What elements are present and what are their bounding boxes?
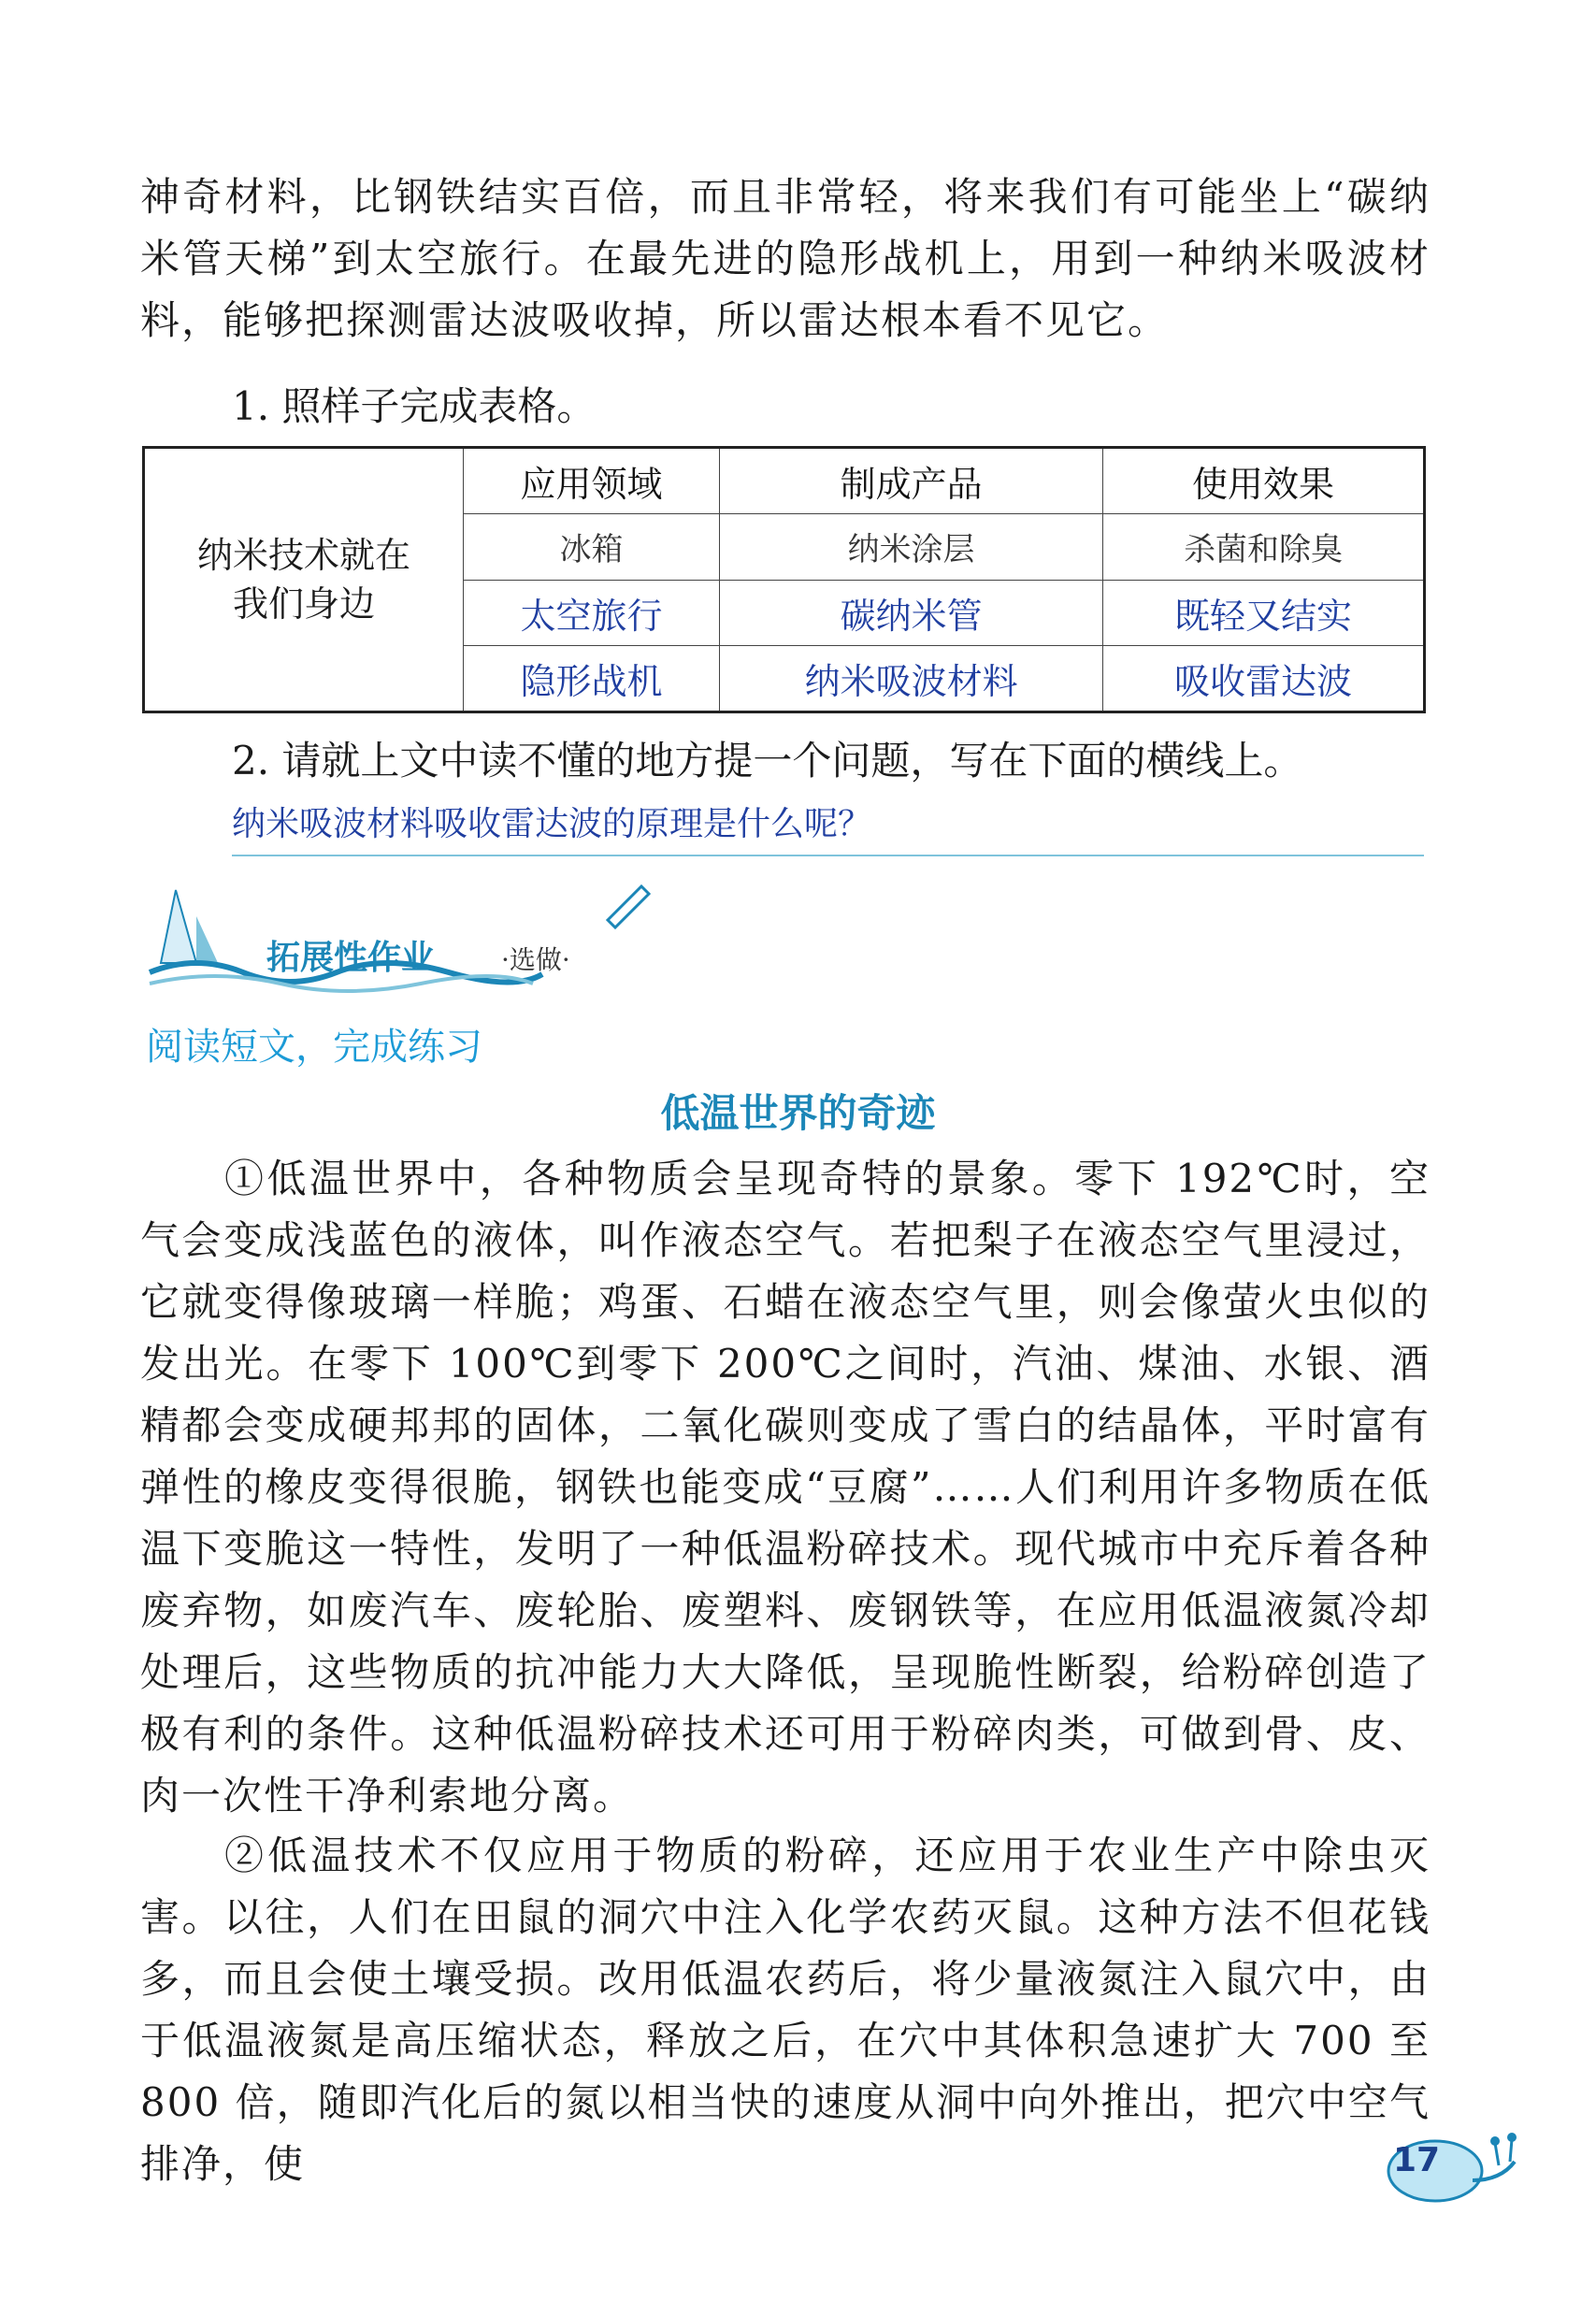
intro-paragraph: 神奇材料，比钢铁结实百倍，而且非常轻，将来我们有可能坐上“碳纳米管天梯”到太空旅行。在最先进的隐形战机上，用到一种纳米吸波材料，能够把探测雷达波吸收掉，所以雷达根本看不见它。 <box>140 174 1431 343</box>
example-effect: 杀菌和除臭 <box>1103 513 1425 580</box>
banner-title: 拓展性作业 <box>266 939 436 977</box>
answer-product-2: 纳米吸波材料 <box>720 646 1103 712</box>
answer-field-2: 隐形战机 <box>464 646 720 712</box>
question-1: 1. 照样子完成表格。 <box>232 383 597 429</box>
header-field: 应用领域 <box>464 448 720 514</box>
example-product: 纳米涂层 <box>720 513 1103 580</box>
header-effect: 使用效果 <box>1103 448 1425 514</box>
table-row-header <box>144 448 464 712</box>
answer-product-1: 碳纳米管 <box>720 580 1103 646</box>
row-header-line-2: 我们身边 <box>232 583 375 625</box>
header-product: 制成产品 <box>720 448 1103 514</box>
section-heading: 阅读短文，完成练习 <box>146 1026 482 1069</box>
article-paragraph-1: ①低温世界中，各种物质会呈现奇特的景象。零下 192℃时，空气会变成浅蓝色的液体，叫作液态空气。若把梨子在液态空气里浸过，它就变得像玻璃一样脆；鸡蛋、石蜡在液态空气里，则会像萤火虫似的发出光。在零下 100℃到零下 200℃之间时，汽油、煤油、水银、酒精都会变成硬邦邦的固体，二氧化碳则变成了雪白的结晶体，平时富有弹性的橡皮变得很脆，钢铁也能变成“豆腐”……人们利用许多物质在低温下变脆这一特性，发明了一种低温粉碎技术。现代城市中充斥着各种废弃物，如废汽车、废轮胎、废塑料、废钢铁等，在应用低温液氮冷却处理后，这些物质的抗冲能力大大降低，呈现脆性断裂，给粉碎创造了极有利的条件。这种低温粉碎技术还可用于粉碎肉类，可做到骨、皮、肉一次性干净利索地分离。 <box>140 1156 1431 1818</box>
pencil-icon <box>608 886 649 927</box>
article-title: 低温世界的奇迹 <box>660 1090 936 1136</box>
answer-field-1: 太空旅行 <box>464 580 720 646</box>
nano-table <box>142 446 1426 713</box>
banner-optional: ·选做· <box>501 944 570 975</box>
article-paragraph-2: ②低温技术不仅应用于物质的粉碎，还应用于农业生产中除虫灭害。以往，人们在田鼠的洞穴中注入化学农药灭鼠。这种方法不但花钱多，而且会使土壤受损。改用低温农药后，将少量液氮注入鼠穴中，由于低温液氮是高压缩状态，释放之后，在穴中其体积急速扩大 700 至 800 倍，随即汽化后的氮以相当快的速度从洞中向外推出，把穴中空气排净，使 <box>140 1833 1431 2187</box>
answer-effect-1: 既轻又结实 <box>1103 580 1425 646</box>
page-number: 17 <box>1393 2141 1441 2179</box>
row-header-line-1: 纳米技术就在 <box>196 535 410 576</box>
sail-icon <box>161 890 196 963</box>
question-2-answer: 纳米吸波材料吸收雷达波的原理是什么呢？ <box>232 798 1424 856</box>
example-field: 冰箱 <box>464 513 720 580</box>
sail-small-icon <box>196 916 219 965</box>
answer-effect-2: 吸收雷达波 <box>1103 646 1425 712</box>
question-2: 2. 请就上文中读不懂的地方提一个问题，写在下面的横线上。 <box>232 738 1303 783</box>
